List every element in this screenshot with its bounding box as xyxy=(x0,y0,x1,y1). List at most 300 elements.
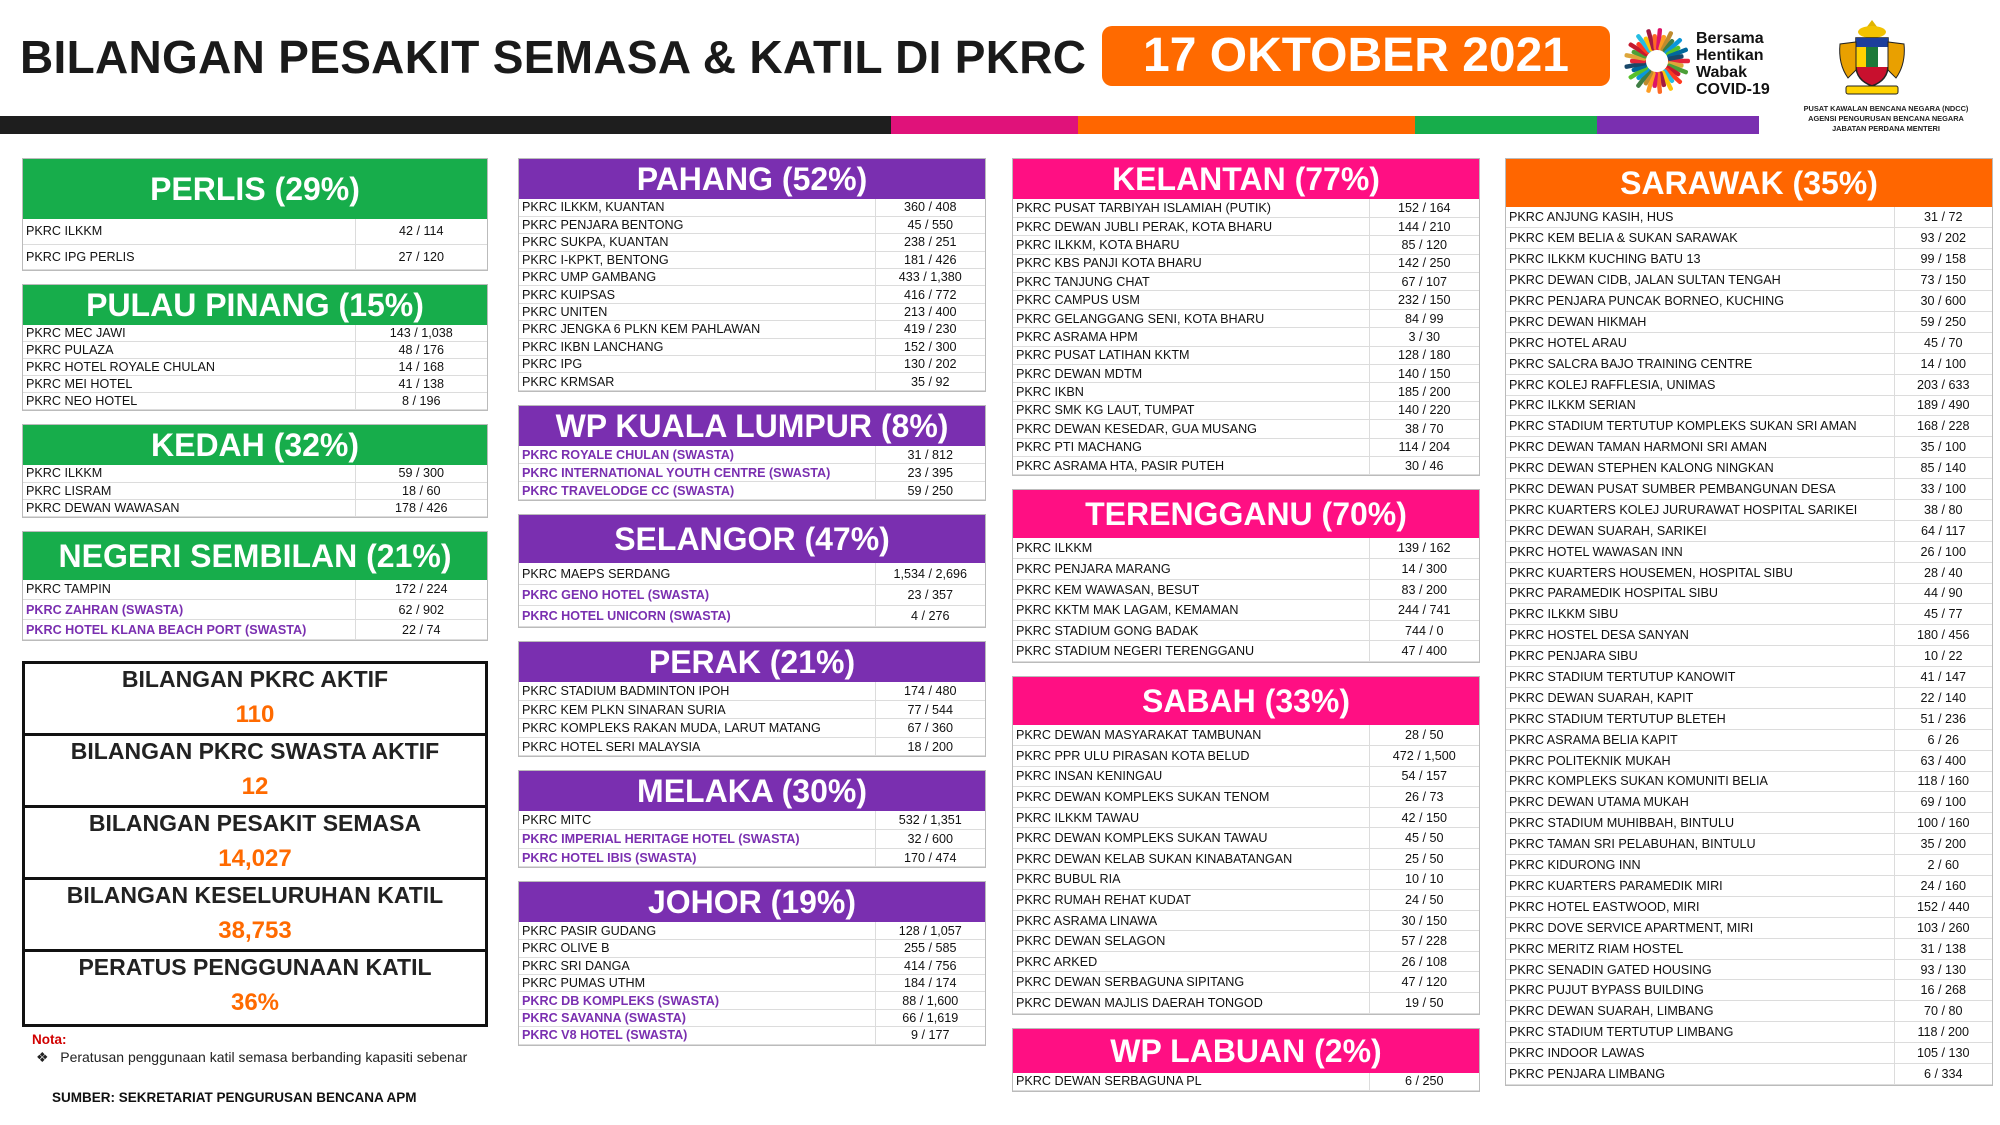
color-stripe xyxy=(0,116,1759,134)
pkrc-occupancy: 28 / 40 xyxy=(1894,562,1992,583)
pkrc-name: PKRC INSAN KENINGAU xyxy=(1013,766,1369,787)
pkrc-occupancy: 85 / 120 xyxy=(1369,236,1479,254)
pkrc-occupancy: 114 / 204 xyxy=(1369,438,1479,456)
pkrc-occupancy: 24 / 160 xyxy=(1894,876,1992,897)
pkrc-name: PKRC BUBUL RIA xyxy=(1013,869,1369,890)
pkrc-name: PKRC IPG xyxy=(519,356,875,373)
pkrc-occupancy: 69 / 100 xyxy=(1894,792,1992,813)
pkrc-name: PKRC TAMAN SRI PELABUHAN, BINTULU xyxy=(1506,834,1894,855)
table-row xyxy=(1013,456,1479,474)
pkrc-name: PKRC STADIUM TERTUTUP LIMBANG xyxy=(1506,1022,1894,1043)
pkrc-occupancy: 472 / 1,500 xyxy=(1369,745,1479,766)
pkrc-occupancy: 10 / 10 xyxy=(1369,869,1479,890)
state-card-kedah xyxy=(22,424,488,518)
pkrc-occupancy: 178 / 426 xyxy=(355,499,487,516)
table-row xyxy=(1013,559,1479,580)
pkrc-name: PKRC KIDURONG INN xyxy=(1506,855,1894,876)
pkrc-name: PKRC PASIR GUDANG xyxy=(519,922,875,939)
pkrc-occupancy: 4 / 276 xyxy=(875,605,985,626)
pkrc-name: PKRC STADIUM TERTUTUP KOMPLEKS SUKAN SRI AMAN xyxy=(1506,416,1894,437)
pkrc-name: PKRC ASRAMA HTA, PASIR PUTEH xyxy=(1013,456,1369,474)
table-row xyxy=(1506,876,1992,897)
pkrc-occupancy: 26 / 100 xyxy=(1894,541,1992,562)
pkrc-name: PKRC PUJUT BYPASS BUILDING xyxy=(1506,980,1894,1001)
pkrc-occupancy: 118 / 160 xyxy=(1894,771,1992,792)
pkrc-occupancy: 3 / 30 xyxy=(1369,328,1479,346)
table-row xyxy=(1013,309,1479,327)
pkrc-occupancy: 8 / 196 xyxy=(355,393,487,410)
pkrc-name: PKRC ILKKM SIBU xyxy=(1506,604,1894,625)
pkrc-name: PKRC MEC JAWI xyxy=(23,325,355,342)
table-row xyxy=(1013,579,1479,600)
pkrc-occupancy: 6 / 250 xyxy=(1369,1073,1479,1091)
table-row xyxy=(519,940,985,957)
pkrc-occupancy: 35 / 92 xyxy=(875,373,985,390)
pkrc-occupancy: 232 / 150 xyxy=(1369,291,1479,309)
pkrc-name: PKRC PENJARA MARANG xyxy=(1013,559,1369,580)
table-row xyxy=(1013,725,1479,746)
pkrc-occupancy: 35 / 200 xyxy=(1894,834,1992,855)
pkrc-occupancy: 47 / 120 xyxy=(1369,972,1479,993)
pkrc-name: PKRC PUMAS UTHM xyxy=(519,974,875,991)
pkrc-name: PKRC PENJARA BENTONG xyxy=(519,216,875,233)
pkrc-name: PKRC CAMPUS USM xyxy=(1013,291,1369,309)
table-row xyxy=(519,957,985,974)
table-row xyxy=(519,584,985,605)
pkrc-occupancy: 9 / 177 xyxy=(875,1027,985,1044)
table-row xyxy=(1013,869,1479,890)
pkrc-occupancy: 360 / 408 xyxy=(875,199,985,216)
pkrc-name: PKRC KRMSAR xyxy=(519,373,875,390)
column-northern xyxy=(22,158,488,654)
pkrc-name: PKRC STADIUM NEGERI TERENGGANU xyxy=(1013,641,1369,662)
pkrc-occupancy: 128 / 1,057 xyxy=(875,922,985,939)
pkrc-occupancy: 48 / 176 xyxy=(355,342,487,359)
pkrc-name: PKRC MITC xyxy=(519,811,875,830)
state-header: PULAU PINANG (15%) xyxy=(23,285,487,325)
pkrc-name: PKRC ILKKM xyxy=(23,219,355,244)
table-row xyxy=(1506,813,1992,834)
pkrc-table xyxy=(23,219,487,270)
pkrc-occupancy: 45 / 77 xyxy=(1894,604,1992,625)
pkrc-occupancy: 172 / 224 xyxy=(355,580,487,600)
state-card-wp-labuan xyxy=(1012,1028,1480,1093)
pkrc-occupancy: 41 / 138 xyxy=(355,376,487,393)
pkrc-occupancy: 140 / 220 xyxy=(1369,401,1479,419)
pkrc-name: PKRC ASRAMA LINAWA xyxy=(1013,910,1369,931)
pkrc-occupancy: 416 / 772 xyxy=(875,286,985,303)
table-row xyxy=(1506,562,1992,583)
pkrc-name: PKRC TANJUNG CHAT xyxy=(1013,273,1369,291)
table-row xyxy=(1013,641,1479,662)
summary-label: BILANGAN PKRC AKTIF xyxy=(121,666,389,692)
pkrc-occupancy: 139 / 162 xyxy=(1369,538,1479,559)
table-row xyxy=(519,286,985,303)
pkrc-table xyxy=(519,682,985,757)
pkrc-name: PKRC DEWAN TAMAN HARMONI SRI AMAN xyxy=(1506,437,1894,458)
table-row xyxy=(519,356,985,373)
state-header: WP LABUAN (2%) xyxy=(1013,1029,1479,1073)
pkrc-name: PKRC DEWAN KOMPLEKS SUKAN TAWAU xyxy=(1013,828,1369,849)
table-row xyxy=(1013,291,1479,309)
table-row xyxy=(519,338,985,355)
pkrc-name: PKRC DEWAN PUSAT SUMBER PEMBANGUNAN DESA xyxy=(1506,479,1894,500)
table-row xyxy=(1506,750,1992,771)
pkrc-occupancy: 152 / 164 xyxy=(1369,199,1479,217)
table-row xyxy=(1506,959,1992,980)
pkrc-name: PKRC POLITEKNIK MUKAH xyxy=(1506,750,1894,771)
pkrc-occupancy: 6 / 334 xyxy=(1894,1064,1992,1085)
pkrc-table xyxy=(519,922,985,1044)
logo-line1: Bersama xyxy=(1696,30,1764,47)
table-row xyxy=(1013,236,1479,254)
table-row xyxy=(519,482,985,500)
pkrc-name: PKRC DEWAN KESEDAR, GUA MUSANG xyxy=(1013,420,1369,438)
state-header: NEGERI SEMBILAN (21%) xyxy=(23,532,487,580)
pkrc-occupancy: 744 / 0 xyxy=(1369,620,1479,641)
pkrc-table xyxy=(519,811,985,867)
table-row xyxy=(23,600,487,620)
pkrc-name: PKRC KOMPLEKS RAKAN MUDA, LARUT MATANG xyxy=(519,719,875,738)
table-row xyxy=(519,1027,985,1044)
table-row xyxy=(1013,254,1479,272)
pkrc-name: PKRC PENJARA SIBU xyxy=(1506,646,1894,667)
summary-value: 38,753 xyxy=(218,917,292,944)
pkrc-table xyxy=(1013,538,1479,662)
pkrc-name: PKRC MERITZ RIAM HOSTEL xyxy=(1506,938,1894,959)
table-row xyxy=(1013,951,1479,972)
table-row xyxy=(1506,270,1992,291)
pkrc-occupancy: 244 / 741 xyxy=(1369,600,1479,621)
pkrc-occupancy: 41 / 147 xyxy=(1894,667,1992,688)
pkrc-occupancy: 22 / 74 xyxy=(355,620,487,640)
pkrc-occupancy: 51 / 236 xyxy=(1894,708,1992,729)
table-row xyxy=(23,482,487,499)
pkrc-occupancy: 31 / 72 xyxy=(1894,207,1992,228)
table-row xyxy=(1013,910,1479,931)
pkrc-occupancy: 67 / 360 xyxy=(875,719,985,738)
table-row xyxy=(519,269,985,286)
table-row xyxy=(519,974,985,991)
pkrc-name: PKRC DEWAN HIKMAH xyxy=(1506,311,1894,332)
logo-line4: COVID-19 xyxy=(1696,81,1770,98)
state-card-selangor xyxy=(518,514,986,628)
table-row xyxy=(23,244,487,269)
pkrc-name: PKRC ILKKM xyxy=(1013,538,1369,559)
pkrc-occupancy: 77 / 544 xyxy=(875,700,985,719)
table-row xyxy=(1013,538,1479,559)
pkrc-name: PKRC ASRAMA HPM xyxy=(1013,328,1369,346)
covid-campaign-logo xyxy=(1622,22,1802,102)
summary-value: 14,027 xyxy=(218,845,292,872)
pkrc-name: PKRC MEI HOTEL xyxy=(23,376,355,393)
state-header: PERLIS (29%) xyxy=(23,159,487,219)
pkrc-occupancy: 24 / 50 xyxy=(1369,890,1479,911)
pkrc-name: PKRC KUIPSAS xyxy=(519,286,875,303)
table-row xyxy=(519,373,985,390)
pkrc-name: PKRC PULAZA xyxy=(23,342,355,359)
pkrc-name: PKRC PUSAT LATIHAN KKTM xyxy=(1013,346,1369,364)
table-row xyxy=(1013,401,1479,419)
pkrc-name: PKRC DEWAN CIDB, JALAN SULTAN TENGAH xyxy=(1506,270,1894,291)
pkrc-name: PKRC SALCRA BAJO TRAINING CENTRE xyxy=(1506,353,1894,374)
pkrc-occupancy: 18 / 60 xyxy=(355,482,487,499)
pkrc-name: PKRC ROYALE CHULAN (SWASTA) xyxy=(519,446,875,464)
pkrc-occupancy: 30 / 46 xyxy=(1369,456,1479,474)
pkrc-table xyxy=(519,199,985,391)
pkrc-occupancy: 6 / 26 xyxy=(1894,729,1992,750)
pkrc-occupancy: 105 / 130 xyxy=(1894,1043,1992,1064)
pkrc-occupancy: 31 / 812 xyxy=(875,446,985,464)
table-row xyxy=(23,393,487,410)
pkrc-name: PKRC PENJARA LIMBANG xyxy=(1506,1064,1894,1085)
table-row xyxy=(23,499,487,516)
table-row xyxy=(519,199,985,216)
table-row xyxy=(1506,729,1992,750)
table-row xyxy=(519,303,985,320)
pkrc-name: PKRC DEWAN SERBAGUNA SIPITANG xyxy=(1013,972,1369,993)
pkrc-name: PKRC KBS PANJI KOTA BHARU xyxy=(1013,254,1369,272)
pkrc-table xyxy=(23,580,487,641)
table-row xyxy=(1506,583,1992,604)
state-card-pahang xyxy=(518,158,986,392)
pkrc-name: PKRC HOTEL UNICORN (SWASTA) xyxy=(519,605,875,626)
pkrc-name: PKRC PARAMEDIK HOSPITAL SIBU xyxy=(1506,583,1894,604)
pkrc-occupancy: 532 / 1,351 xyxy=(875,811,985,830)
pkrc-name: PKRC TRAVELODGE CC (SWASTA) xyxy=(519,482,875,500)
page-title: BILANGAN PESAKIT SEMASA & KATIL DI PKRC xyxy=(20,31,1087,83)
table-row xyxy=(519,446,985,464)
table-row xyxy=(23,219,487,244)
agency-line1: PUSAT KAWALAN BENCANA NEGARA (NDCC) xyxy=(1803,104,1969,113)
pkrc-occupancy: 45 / 50 xyxy=(1369,828,1479,849)
pkrc-name: PKRC DEWAN WAWASAN xyxy=(23,499,355,516)
pkrc-occupancy: 33 / 100 xyxy=(1894,479,1992,500)
pkrc-occupancy: 32 / 600 xyxy=(875,830,985,849)
pkrc-table xyxy=(23,325,487,411)
table-row xyxy=(519,719,985,738)
table-row xyxy=(23,325,487,342)
pkrc-occupancy: 59 / 300 xyxy=(355,465,487,482)
pkrc-name: PKRC PENJARA PUNCAK BORNEO, KUCHING xyxy=(1506,291,1894,312)
pkrc-name: PKRC KEM WAWASAN, BESUT xyxy=(1013,579,1369,600)
table-row xyxy=(1013,328,1479,346)
pkrc-name: PKRC STADIUM MUHIBBAH, BINTULU xyxy=(1506,813,1894,834)
column-central-southern xyxy=(518,158,986,1059)
pkrc-occupancy: 14 / 168 xyxy=(355,359,487,376)
pkrc-name: PKRC UMP GAMBANG xyxy=(519,269,875,286)
source-credit: SUMBER: SEKRETARIAT PENGURUSAN BENCANA APM xyxy=(52,1090,417,1105)
pkrc-name: PKRC KUARTERS KOLEJ JURURAWAT HOSPITAL SARIKEI xyxy=(1506,499,1894,520)
pkrc-occupancy: 27 / 120 xyxy=(355,244,487,269)
state-header: KELANTAN (77%) xyxy=(1013,159,1479,199)
pkrc-name: PKRC DEWAN SUARAH, KAPIT xyxy=(1506,687,1894,708)
table-row xyxy=(1506,1043,1992,1064)
table-row xyxy=(1013,438,1479,456)
table-row xyxy=(1506,499,1992,520)
state-card-negeri-sembilan xyxy=(22,531,488,642)
agency-line2: AGENSI PENGURUSAN BENCANA NEGARA xyxy=(1808,114,1964,123)
pkrc-occupancy: 59 / 250 xyxy=(1894,311,1992,332)
table-row xyxy=(1013,931,1479,952)
pkrc-occupancy: 25 / 50 xyxy=(1369,848,1479,869)
state-card-wp-kuala-lumpur xyxy=(518,405,986,502)
pkrc-name: PKRC ILKKM SERIAN xyxy=(1506,395,1894,416)
logo-line3: Wabak xyxy=(1696,64,1747,81)
table-row xyxy=(1506,667,1992,688)
pkrc-name: PKRC DEWAN MAJLIS DAERAH TONGOD xyxy=(1013,993,1369,1014)
pkrc-occupancy: 26 / 73 xyxy=(1369,787,1479,808)
pkrc-occupancy: 144 / 210 xyxy=(1369,217,1479,235)
pkrc-name: PKRC KEM BELIA & SUKAN SARAWAK xyxy=(1506,228,1894,249)
pkrc-name: PKRC ILKKM, KOTA BHARU xyxy=(1013,236,1369,254)
table-row xyxy=(1506,228,1992,249)
table-row xyxy=(1013,745,1479,766)
pkrc-name: PKRC PPR ULU PIRASAN KOTA BELUD xyxy=(1013,745,1369,766)
pkrc-occupancy: 130 / 202 xyxy=(875,356,985,373)
table-row xyxy=(519,737,985,756)
table-row xyxy=(1506,374,1992,395)
pkrc-name: PKRC IKBN xyxy=(1013,383,1369,401)
pkrc-name: PKRC LISRAM xyxy=(23,482,355,499)
pkrc-occupancy: 100 / 160 xyxy=(1894,813,1992,834)
state-header: TERENGGANU (70%) xyxy=(1013,490,1479,538)
pkrc-name: PKRC I-KPKT, BENTONG xyxy=(519,251,875,268)
pkrc-name: PKRC V8 HOTEL (SWASTA) xyxy=(519,1027,875,1044)
pkrc-occupancy: 85 / 140 xyxy=(1894,458,1992,479)
summary-value: 110 xyxy=(235,701,275,728)
pkrc-name: PKRC DEWAN MASYARAKAT TAMBUNAN xyxy=(1013,725,1369,746)
table-row xyxy=(1506,311,1992,332)
table-row xyxy=(1013,420,1479,438)
pkrc-occupancy: 28 / 50 xyxy=(1369,725,1479,746)
pkrc-occupancy: 140 / 150 xyxy=(1369,365,1479,383)
pkrc-occupancy: 54 / 157 xyxy=(1369,766,1479,787)
table-row xyxy=(1506,708,1992,729)
summary-row xyxy=(25,880,485,952)
pkrc-occupancy: 142 / 250 xyxy=(1369,254,1479,272)
table-row xyxy=(1506,1001,1992,1022)
pkrc-name: PKRC DEWAN KOMPLEKS SUKAN TENOM xyxy=(1013,787,1369,808)
table-row xyxy=(1013,972,1479,993)
pkrc-occupancy: 168 / 228 xyxy=(1894,416,1992,437)
pkrc-occupancy: 47 / 400 xyxy=(1369,641,1479,662)
pkrc-occupancy: 152 / 300 xyxy=(875,338,985,355)
table-row xyxy=(1506,479,1992,500)
table-row xyxy=(1013,848,1479,869)
state-card-sarawak xyxy=(1505,158,1993,1086)
pkrc-name: PKRC PTI MACHANG xyxy=(1013,438,1369,456)
pkrc-occupancy: 57 / 228 xyxy=(1369,931,1479,952)
pkrc-occupancy: 30 / 600 xyxy=(1894,291,1992,312)
pkrc-name: PKRC NEO HOTEL xyxy=(23,393,355,410)
state-card-kelantan xyxy=(1012,158,1480,476)
pkrc-occupancy: 213 / 400 xyxy=(875,303,985,320)
pkrc-occupancy: 93 / 130 xyxy=(1894,959,1992,980)
table-row xyxy=(519,563,985,584)
pkrc-name: PKRC KKTM MAK LAGAM, KEMAMAN xyxy=(1013,600,1369,621)
table-row xyxy=(1506,291,1992,312)
pkrc-occupancy: 30 / 150 xyxy=(1369,910,1479,931)
table-row xyxy=(1506,792,1992,813)
table-row xyxy=(519,234,985,251)
pkrc-occupancy: 181 / 426 xyxy=(875,251,985,268)
pkrc-name: PKRC GENO HOTEL (SWASTA) xyxy=(519,584,875,605)
state-card-johor xyxy=(518,881,986,1045)
pkrc-occupancy: 419 / 230 xyxy=(875,321,985,338)
pkrc-occupancy: 2 / 60 xyxy=(1894,855,1992,876)
summary-row xyxy=(25,736,485,808)
state-card-sabah xyxy=(1012,676,1480,1015)
pkrc-occupancy: 45 / 70 xyxy=(1894,332,1992,353)
pkrc-name: PKRC UNITEN xyxy=(519,303,875,320)
table-row xyxy=(1506,771,1992,792)
pkrc-occupancy: 152 / 440 xyxy=(1894,896,1992,917)
pkrc-occupancy: 42 / 114 xyxy=(355,219,487,244)
summary-row xyxy=(25,808,485,880)
pkrc-name: PKRC KOMPLEKS SUKAN KOMUNITI BELIA xyxy=(1506,771,1894,792)
table-row xyxy=(1013,365,1479,383)
pkrc-name: PKRC HOTEL SERI MALAYSIA xyxy=(519,737,875,756)
state-card-terengganu xyxy=(1012,489,1480,663)
pkrc-occupancy: 184 / 174 xyxy=(875,974,985,991)
pkrc-occupancy: 93 / 202 xyxy=(1894,228,1992,249)
pkrc-occupancy: 238 / 251 xyxy=(875,234,985,251)
pkrc-name: PKRC PUSAT TARBIYAH ISLAMIAH (PUTIK) xyxy=(1013,199,1369,217)
table-row xyxy=(1506,395,1992,416)
pkrc-occupancy: 18 / 200 xyxy=(875,737,985,756)
pkrc-name: PKRC ILKKM xyxy=(23,465,355,482)
table-row xyxy=(519,922,985,939)
pkrc-name: PKRC DEWAN JUBLI PERAK, KOTA BHARU xyxy=(1013,217,1369,235)
table-row xyxy=(1013,620,1479,641)
pkrc-name: PKRC INDOOR LAWAS xyxy=(1506,1043,1894,1064)
pkrc-occupancy: 88 / 1,600 xyxy=(875,992,985,1009)
note-label: Nota: xyxy=(32,1032,67,1047)
pkrc-occupancy: 66 / 1,619 xyxy=(875,1009,985,1026)
table-row xyxy=(1506,458,1992,479)
table-row xyxy=(1506,353,1992,374)
summary-value: 36% xyxy=(230,989,280,1016)
table-row xyxy=(1506,604,1992,625)
table-row xyxy=(519,605,985,626)
table-row xyxy=(1506,1064,1992,1085)
pkrc-name: PKRC HOTEL ROYALE CHULAN xyxy=(23,359,355,376)
state-card-perlis xyxy=(22,158,488,271)
pkrc-occupancy: 67 / 107 xyxy=(1369,273,1479,291)
table-row xyxy=(519,321,985,338)
pkrc-name: PKRC DB KOMPLEKS (SWASTA) xyxy=(519,992,875,1009)
table-row xyxy=(23,342,487,359)
pkrc-occupancy: 143 / 1,038 xyxy=(355,325,487,342)
pkrc-occupancy: 189 / 490 xyxy=(1894,395,1992,416)
table-row xyxy=(1013,766,1479,787)
pkrc-name: PKRC DEWAN SUARAH, LIMBANG xyxy=(1506,1001,1894,1022)
pkrc-name: PKRC STADIUM BADMINTON IPOH xyxy=(519,682,875,701)
pkrc-occupancy: 45 / 550 xyxy=(875,216,985,233)
pkrc-name: PKRC HOTEL KLANA BEACH PORT (SWASTA) xyxy=(23,620,355,640)
pkrc-name: PKRC MAEPS SERDANG xyxy=(519,563,875,584)
pkrc-name: PKRC HOTEL IBIS (SWASTA) xyxy=(519,848,875,867)
state-header: SARAWAK (35%) xyxy=(1506,159,1992,207)
table-row xyxy=(519,848,985,867)
pkrc-name: PKRC KOLEJ RAFFLESIA, UNIMAS xyxy=(1506,374,1894,395)
pkrc-name: PKRC ILKKM KUCHING BATU 13 xyxy=(1506,249,1894,270)
pkrc-occupancy: 255 / 585 xyxy=(875,940,985,957)
pkrc-occupancy: 16 / 268 xyxy=(1894,980,1992,1001)
pkrc-name: PKRC KEM PLKN SINARAN SURIA xyxy=(519,700,875,719)
table-row xyxy=(1013,346,1479,364)
